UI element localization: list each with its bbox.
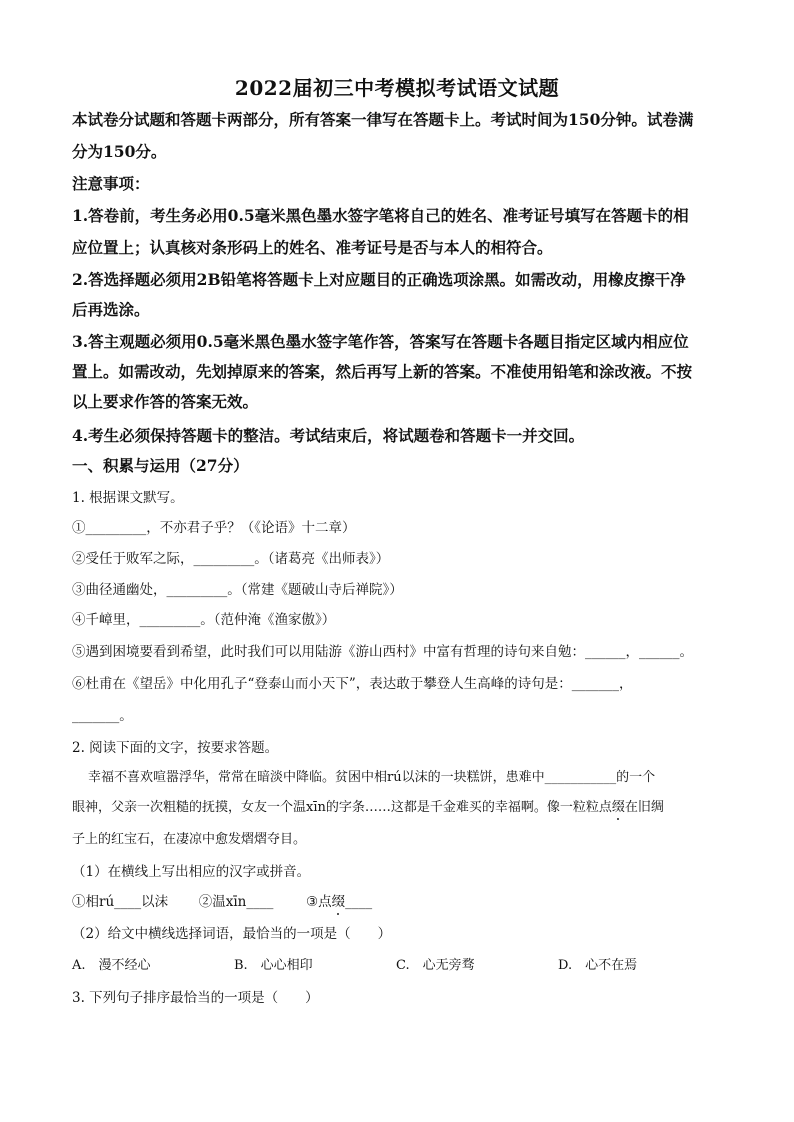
option-d[interactable]: D. 心不在焉 [558, 958, 638, 973]
intro-line: 本试卷分试题和答题卡两部分，所有答案一律写在答题卡上。考试时间为150分钟。试卷满 [72, 110, 694, 129]
question-1-item: ④千嶂里，_________。（范仲淹《渔家傲》） [72, 612, 336, 628]
sub-question-2-stem: （2）给文中横线选择词语，最恰当的一项是（ ） [72, 926, 392, 942]
notice-line: 1.答卷前，考生务必用0.5毫米黑色墨水签字笔将自己的姓名、准考证号填写在答题卡的相 [72, 206, 689, 225]
intro-line: 分为150分。 [72, 142, 167, 161]
passage-line: 眼神，父亲一次粗糙的抚摸，女友一个温xīn的字条……这都是千金难买的幸福啊。像一粒粒点缀在旧绸 [72, 800, 664, 815]
passage-line: 幸福不喜欢喧嚣浮华，常常在暗淡中降临。贫困中相rú以沫的一块糕饼，患难中___________的一个 [88, 770, 656, 785]
notice-line: 3.答主观题必须用0.5毫米黑色墨水签字笔作答，答案写在答题卡各题目指定区域内相应位 [72, 332, 689, 351]
sub-item: ①相rú____以沫 [72, 894, 169, 910]
sub-question-1-items: ①相rú____以沫 ②温xīn____ ③点缀____ [72, 894, 373, 910]
sub-item: ②温xīn____ [198, 894, 274, 910]
notice-line: 以上要求作答的答案无效。 [72, 392, 259, 411]
question-1-item: ⑤遇到困境要看到希望，此时我们可以用陆游《游山西村》中富有哲理的诗句来自勉：______，______。 [72, 644, 693, 660]
question-1-item: ③曲径通幽处，_________。（常建《题破山寺后禅院》） [72, 582, 403, 598]
sub-question-1-stem: （1）在横线上写出相应的汉字或拼音。 [72, 864, 311, 880]
section-heading: 一、积累与运用（27分） [72, 456, 249, 475]
notice-line: 后再选涂。 [72, 300, 150, 319]
question-2-stem: 2. 阅读下面的文字，按要求答题。 [72, 740, 279, 756]
notice-line: 置上。如需改动，先划掉原来的答案，然后再写上新的答案。不准使用铅笔和涂改液。不按 [72, 362, 693, 381]
notice-line: 应位置上；认真核对条形码上的姓名、准考证号是否与本人的相符合。 [72, 238, 553, 257]
question-1-item: ②受任于败军之际，_________。（诸葛亮《出师表》） [72, 551, 390, 567]
option-b[interactable]: B. 心心相印 [234, 958, 313, 973]
notice-line: 2.答选择题必须用2B铅笔将答题卡上对应题目的正确选项涂黑。如需改动，用橡皮擦干净 [72, 270, 686, 289]
dotted-char: 缀 [331, 894, 346, 910]
question-1-stem: 1. 根据课文默写。 [72, 490, 184, 506]
passage-line: 子上的红宝石，在凄凉中愈发熠熠夺目。 [72, 832, 307, 847]
question-1-item: ①_________，不亦君子乎？（《论语》十二章） [72, 520, 356, 536]
question-1-item: _______。 [72, 708, 133, 724]
question-3-stem: 3. 下列句子排序最恰当的一项是（ ） [72, 990, 319, 1006]
option-a[interactable]: A. 漫不经心 [72, 958, 151, 973]
question-1-item: ⑥杜甫在《望岳》中化用孔子“登泰山而小天下”，表达敢于攀登人生高峰的诗句是：_______， [72, 676, 633, 692]
exam-title: 2022届初三中考模拟考试语文试题 [234, 76, 560, 100]
option-c[interactable]: C. 心无旁骛 [396, 958, 475, 973]
notice-line: 4.考生必须保持答题卡的整洁。考试结束后，将试题卷和答题卡一并交回。 [72, 426, 585, 445]
sub-item: ③点 [305, 894, 332, 910]
dotted-char: 缀 [611, 800, 625, 815]
notice-heading: 注意事项： [72, 174, 150, 193]
